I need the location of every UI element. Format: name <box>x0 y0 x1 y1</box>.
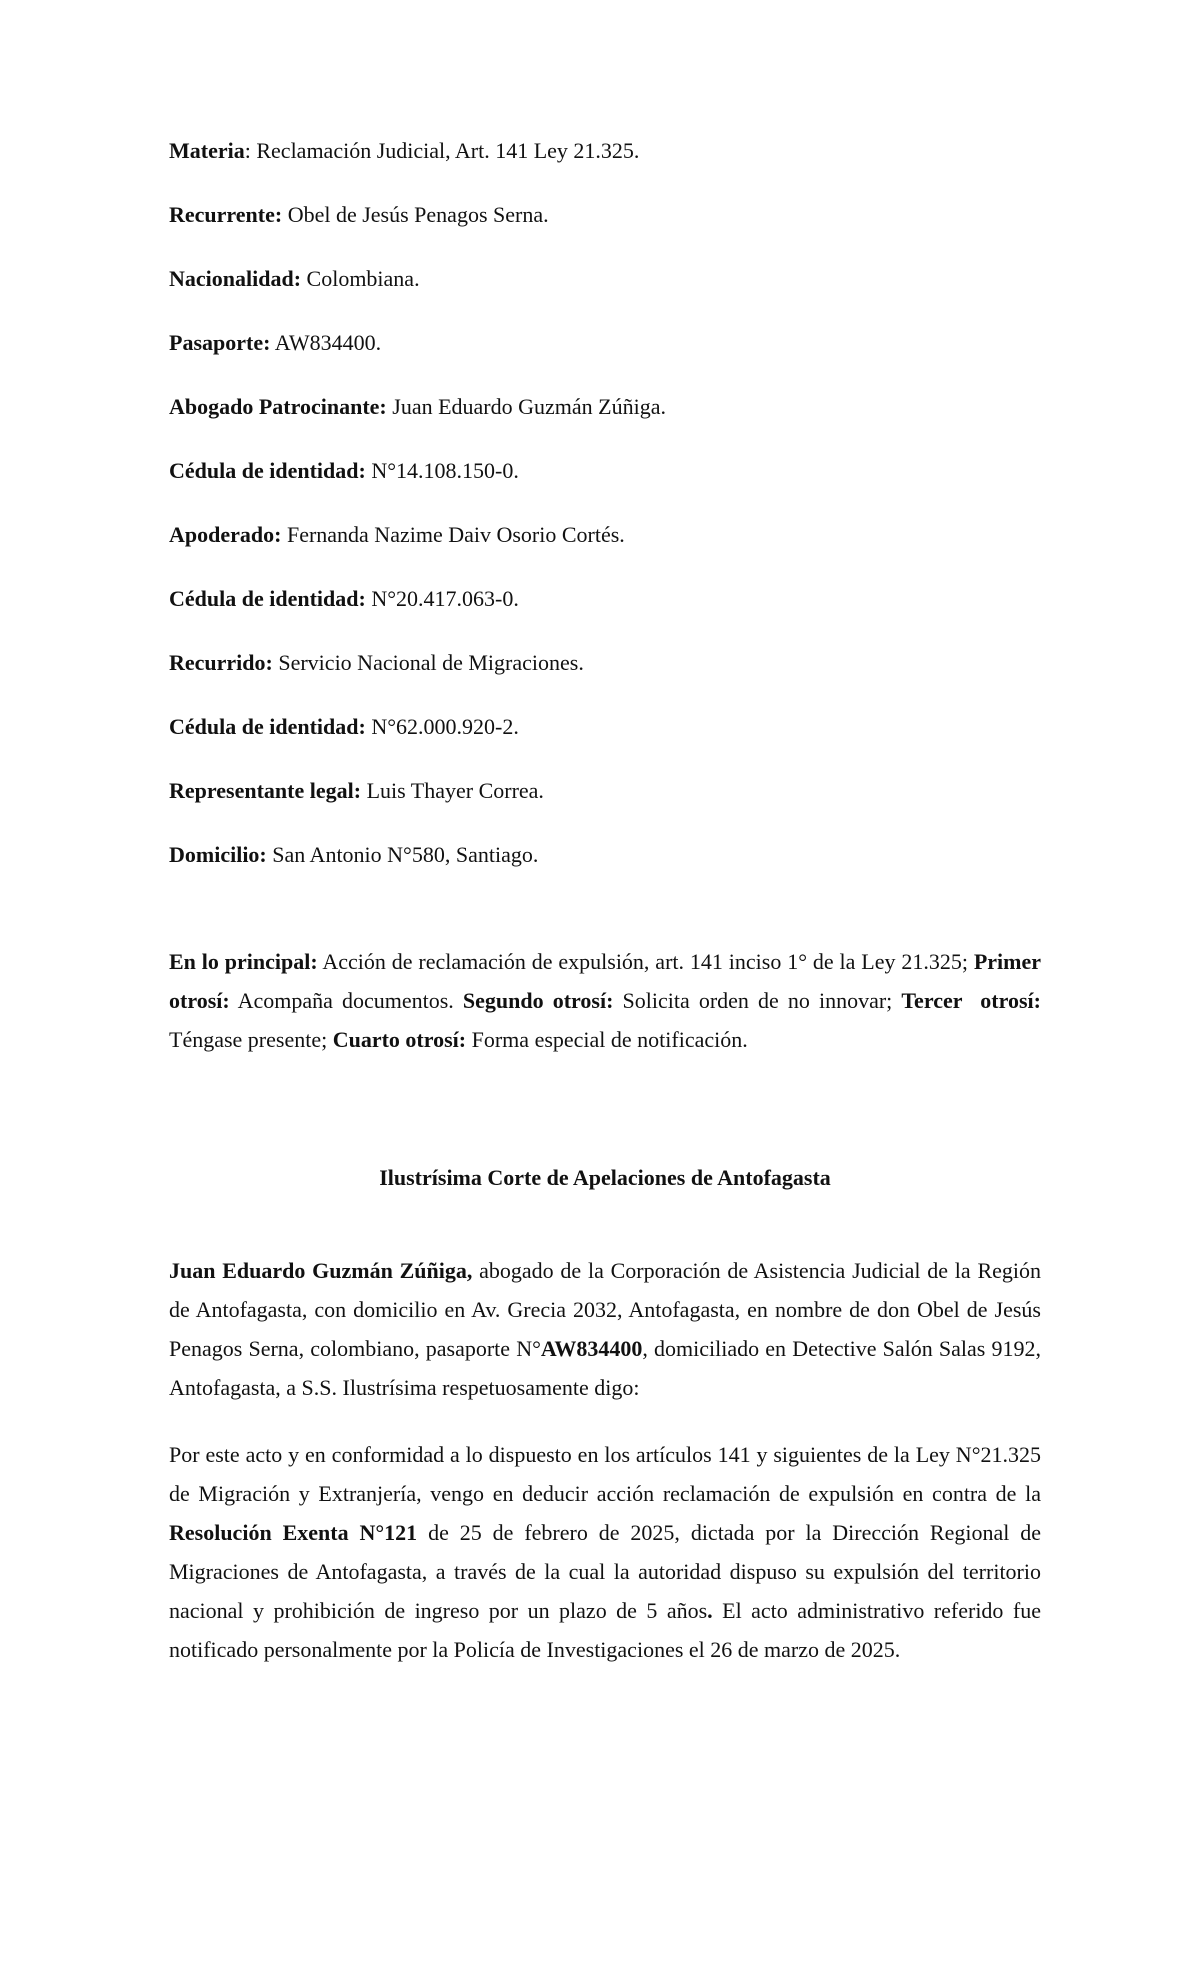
sumilla-otrosi4-label: Cuarto otrosí: <box>332 1027 467 1052</box>
paragraph2-text-b: de 25 de febrero de 2025, dictada por la Dirección Regional de Migraciones de Antofagasta, a través de la cual la autoridad dispuso su expulsión del territorio nacional y prohibición de ingreso por un plazo de 5 años <box>169 1520 1041 1623</box>
sumilla-otrosi2-text: Solicita orden de no innovar; <box>613 988 902 1013</box>
paragraph2-text-a: Por este acto y en conformidad a lo dispuesto en los artículos 141 y siguientes de la Ley N°21.325 de Migración y Extranjería, vengo en deducir acción reclamación de expulsión en contra de la <box>169 1442 1041 1506</box>
field-value: San Antonio N°580, Santiago. <box>272 842 539 867</box>
field-cedula-abogado <box>169 456 1040 486</box>
field-recurrido <box>169 648 1040 678</box>
sumilla-block <box>169 942 1041 1059</box>
sumilla-otrosi3-label: Tercer otrosí: <box>901 988 1041 1013</box>
field-apoderado <box>169 520 1040 550</box>
field-value: N°14.108.150-0. <box>371 458 519 483</box>
paragraph1-text-b: , domiciliado en Detective Salón Salas 9192, Antofagasta, a S.S. Ilustrísima respetuosamente digo: <box>169 1336 1041 1400</box>
paragraph-accion <box>169 1435 1041 1669</box>
sumilla-principal-text: Acción de reclamación de expulsión, art. 141 inciso 1° de la Ley 21.325; <box>317 949 974 974</box>
field-label: Nacionalidad: <box>169 266 302 291</box>
field-value: N°20.417.063-0. <box>371 586 519 611</box>
field-value: Fernanda Nazime Daiv Osorio Cortés. <box>286 522 625 547</box>
field-value: Obel de Jesús Penagos Serna. <box>287 202 549 227</box>
field-label: Materia <box>169 138 245 163</box>
sumilla-otrosi1-label: Primer otrosí: <box>169 949 1041 1013</box>
field-label: Recurrido: <box>169 650 273 675</box>
passport-number: AW834400 <box>540 1336 643 1361</box>
field-value: Juan Eduardo Guzmán Zúñiga. <box>392 394 666 419</box>
resolution-reference: Resolución Exenta N°121 <box>169 1520 418 1545</box>
paragraph2-period: . <box>707 1598 713 1623</box>
field-value: AW834400. <box>274 330 382 355</box>
sumilla-principal-label: En lo principal: <box>169 949 318 974</box>
field-label: Pasaporte: <box>169 330 271 355</box>
field-value: Luis Thayer Correa. <box>366 778 544 803</box>
header-fields <box>169 136 1040 870</box>
field-label: Cédula de identidad: <box>169 586 366 611</box>
field-label: Apoderado: <box>169 522 282 547</box>
field-pasaporte <box>169 328 1040 358</box>
sumilla-otrosi1-text: Acompaña documentos. <box>229 988 463 1013</box>
sumilla-otrosi4-text: Forma especial de notificación. <box>466 1027 748 1052</box>
field-cedula-recurrido <box>169 712 1040 742</box>
lawyer-name: Juan Eduardo Guzmán Zúñiga, <box>169 1258 473 1283</box>
field-recurrente <box>169 200 1040 230</box>
paragraph-comparecencia <box>169 1251 1041 1407</box>
field-label: Domicilio: <box>169 842 267 867</box>
paragraph1-text-a: abogado de la Corporación de Asistencia Judicial de la Región de Antofagasta, con domicilio en Av. Grecia 2032, Antofagasta, en nombre de don Obel de Jesús Penagos Serna, colombiano, pasaporte N° <box>169 1258 1042 1361</box>
field-value: N°62.000.920-2. <box>371 714 519 739</box>
sumilla-otrosi3-text: Téngase presente; <box>169 1027 333 1052</box>
field-domicilio <box>169 840 1040 870</box>
field-abogado-patrocinante <box>169 392 1040 422</box>
court-title: Ilustrísima Corte de Apelaciones de Antofagasta <box>379 1165 831 1190</box>
field-label: Cédula de identidad: <box>169 458 366 483</box>
field-label: Cédula de identidad: <box>169 714 366 739</box>
paragraph2-text-c: El acto administrativo referido fue notificado personalmente por la Policía de Investigaciones el 26 de marzo de 2025. <box>169 1598 1041 1662</box>
field-label: Abogado Patrocinante: <box>169 394 387 419</box>
field-value: Servicio Nacional de Migraciones. <box>278 650 584 675</box>
field-label: Representante legal: <box>169 778 362 803</box>
field-cedula-apoderado <box>169 584 1040 614</box>
field-separator: : <box>244 138 257 163</box>
field-label: Recurrente: <box>169 202 283 227</box>
field-value: Reclamación Judicial, Art. 141 Ley 21.325. <box>256 138 640 163</box>
field-materia <box>169 136 1040 166</box>
sumilla-otrosi2-label: Segundo otrosí: <box>462 988 614 1013</box>
field-nacionalidad <box>169 264 1040 294</box>
field-value: Colombiana. <box>306 266 420 291</box>
field-representante-legal <box>169 776 1040 806</box>
